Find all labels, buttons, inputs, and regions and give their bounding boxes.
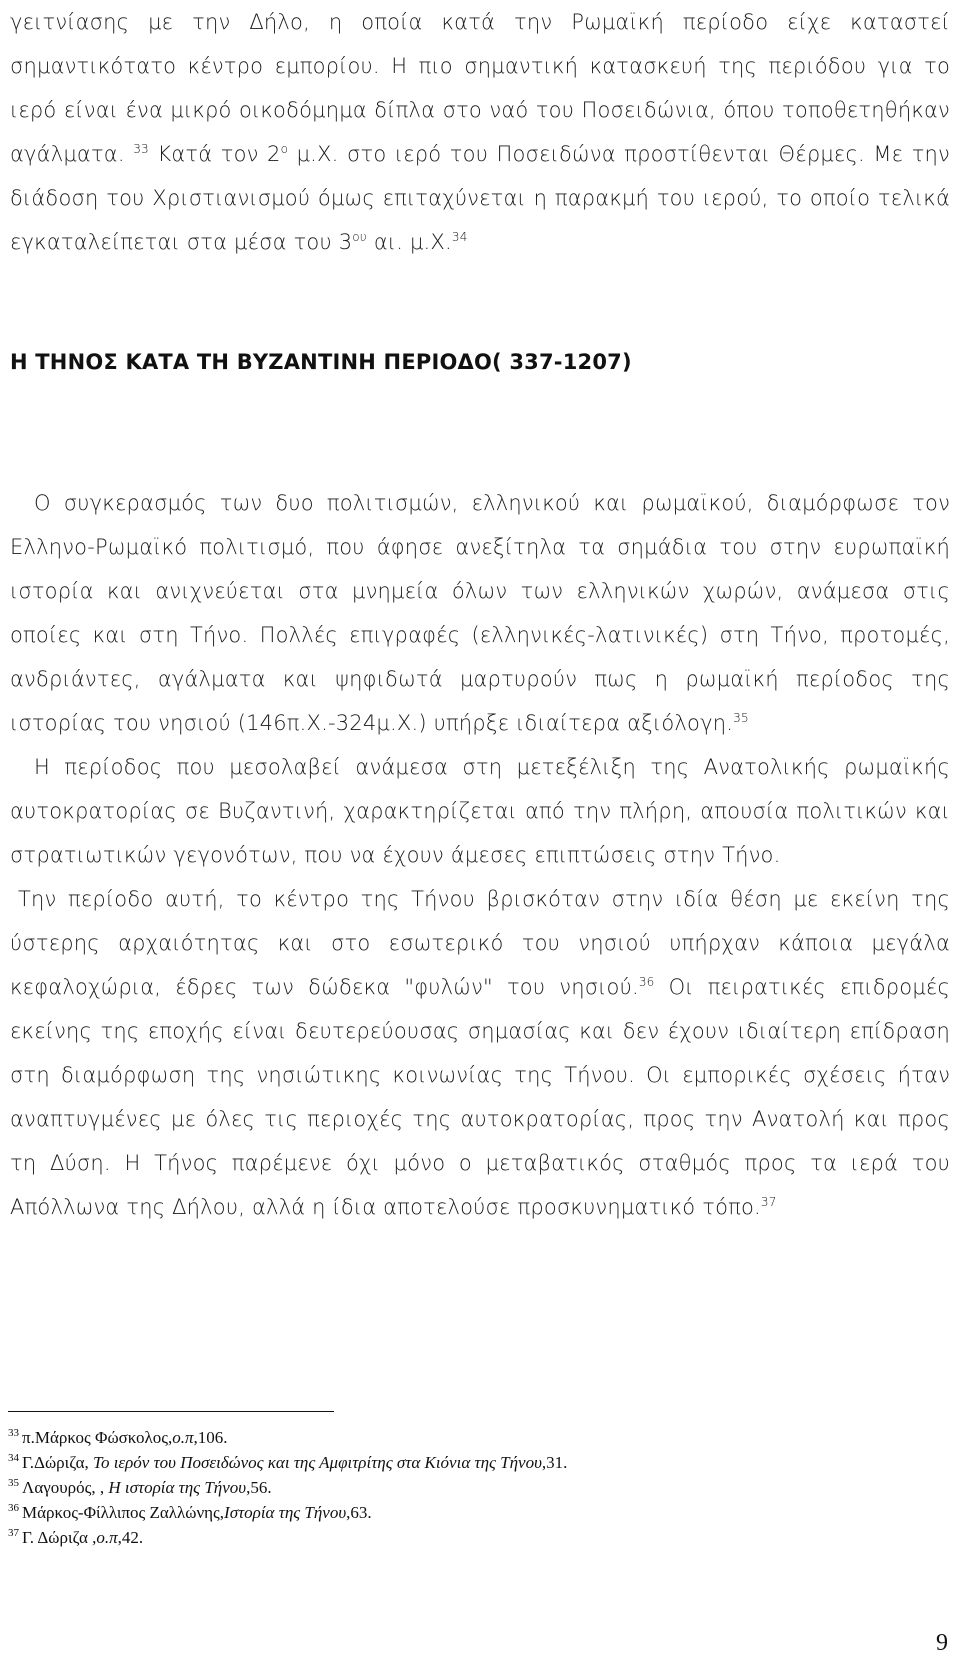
footnote-title: ο.π [96, 1528, 118, 1547]
intro-text-1: γειτνίασης με την Δήλο, η οποία κατά την Ρωμαϊκή περίοδο είχε καταστεί σημαντικότατο κέντρο εμπορίου. Η πιο σημαντική κατασκευή της περιόδου για το ιερό είναι ένα μικρό οικοδόμημα δίπλα στο ναό του Ποσειδώνια, όπου τοποθετηθήκαν αγάλματα. [10, 10, 950, 166]
footnote-34 [8, 1450, 908, 1475]
paragraph-1-text: Ο συγκερασμός των δυο πολιτισμών, ελληνικού και ρωμαϊκού, διαμόρφωσε τον Ελληνο-Ρωμαϊκό πολιτισμό, που άφησε ανεξίτηλα τα σημάδια του στην ευρωπαϊκή ιστορία και ανιχνεύεται στα μνημεία όλων των ελληνικών χωρών, ανάμεσα στις οποίες και στη Τήνο. Πολλές επιγραφές (ελληνικές-λατινικές) στη Τήνο, προτομές, ανδριάντες, αγάλματα και ψηφιδωτά μαρτυρούν πως η ρωμαϊκή περίοδος της ιστορίας του νησιού (146π.Χ.-324μ.Χ.) υπήρξε ιδιαίτερα αξιόλογη. [10, 491, 950, 735]
footnotes [8, 1425, 908, 1550]
footnote-number: 33 [8, 1427, 19, 1440]
footnote-text: Μάρκος-Φίλλιπος Ζαλλώνης, [22, 1503, 225, 1522]
footnote-title: Το ιερόν του Ποσειδώνος και της Αμφιτρίτης στα Κιόνια της Τήνου [93, 1453, 542, 1472]
footnote-ref-36[interactable]: 36 [638, 975, 655, 989]
footnote-page: ,31. [541, 1453, 568, 1472]
footnote-ref-34[interactable]: 34 [451, 230, 468, 244]
footnote-page: ,56. [246, 1478, 272, 1497]
footnote-number: 35 [8, 1477, 19, 1490]
footnote-number: 36 [8, 1502, 19, 1515]
paragraph-3-text-2: Οι πειρατικές επιδρομές εκείνης της εποχής είναι δευτερεύουσας σημασίας και δεν έχουν ιδιαίτερη επίδραση στη διαμόρφωση της νησιώτικης κοινωνίας της Τήνου. Οι εμπορικές σχέσεις ήταν αναπτυγμένες με όλες τις περιοχές της αυτοκρατορίας, προς την Ανατολή και προς τη Δύση. Η Τήνος παρέμενε όχι μόνο ο μεταβατικός σταθμός προς τα ιερά του Απόλλωνα της Δήλου, αλλά η ίδια αποτελούσε προσκυνηματικό τόπο. [10, 975, 950, 1219]
footnote-text: Γ.Δώριζα, [22, 1453, 94, 1472]
intro-paragraph [10, 0, 950, 264]
footnote-page: ,106. [193, 1428, 228, 1447]
footnote-ref-37[interactable]: 37 [760, 1195, 777, 1209]
footnote-number: 37 [8, 1527, 19, 1540]
footnote-37 [8, 1525, 908, 1550]
intro-text-3: μ.Χ. στο ιερό του Ποσειδώνα προστίθενται Θέρμες. Με την διάδοση του Χριστιανισμού όμως επιταχύνεται η παρακμή του ιερού, το οποίο τελικά εγκαταλείπεται στα μέσα του 3 [10, 142, 950, 254]
footnote-page: ,63. [346, 1503, 372, 1522]
footnote-page: ,42. [117, 1528, 144, 1547]
paragraph-2 [10, 745, 950, 877]
paragraph-3-text-1: Την περίοδο αυτή, το κέντρο της Τήνου βρισκόταν στην ιδία θέση με εκείνη της ύστερης αρχαιότητας και στο εσωτερικό του νησιού υπήρχαν κάποια μεγάλα κεφαλοχώρια, έδρες των δώδεκα "φυλών" του νησιού. [10, 887, 950, 999]
section-heading: Η ΤΗΝΟΣ ΚΑΤΑ ΤΗ ΒΥΖΑΝΤΙΝΗ ΠΕΡΙΟΔΟ( 337-1207) [10, 350, 632, 374]
footnote-text: Γ. Δώριζα , [22, 1528, 97, 1547]
footnote-36 [8, 1500, 908, 1525]
main-text-block [10, 481, 950, 1229]
footnote-33 [8, 1425, 908, 1450]
footnote-title: ο.π [172, 1428, 194, 1447]
footnote-35 [8, 1475, 908, 1500]
footnote-text: Λαγουρός, , [22, 1478, 109, 1497]
footnote-number: 34 [8, 1452, 19, 1465]
intro-text-2: Κατά τον 2 [148, 142, 281, 166]
ordinal-superscript: ου [352, 230, 367, 244]
intro-text-4: αι. μ.Χ. [366, 230, 452, 254]
paragraph-3 [10, 877, 950, 1229]
paragraph-2-text: Η περίοδος που μεσολαβεί ανάμεσα στη μετεξέλιξη της Ανατολικής ρωμαϊκής αυτοκρατορίας σε Βυζαντινή, χαρακτηρίζεται από την πλήρη, απουσία πολιτικών και στρατιωτικών γεγονότων, που να έχουν άμεσες επιπτώσεις στην Τήνο. [10, 755, 950, 867]
intro-paragraph-block [10, 0, 950, 264]
footnote-text: π.Μάρκος Φώσκολος, [22, 1428, 173, 1447]
footnote-title: Ιστορία της Τήνου [224, 1503, 347, 1522]
footnote-ref-33[interactable]: 33 [133, 142, 149, 156]
footnote-separator [8, 1411, 334, 1412]
paragraph-1 [10, 481, 950, 745]
page-number: 9 [936, 1630, 948, 1656]
footnote-ref-35[interactable]: 35 [733, 711, 749, 725]
ordinal-superscript: ο [280, 142, 289, 156]
footnote-title: Η ιστορία της Τήνου [108, 1478, 247, 1497]
